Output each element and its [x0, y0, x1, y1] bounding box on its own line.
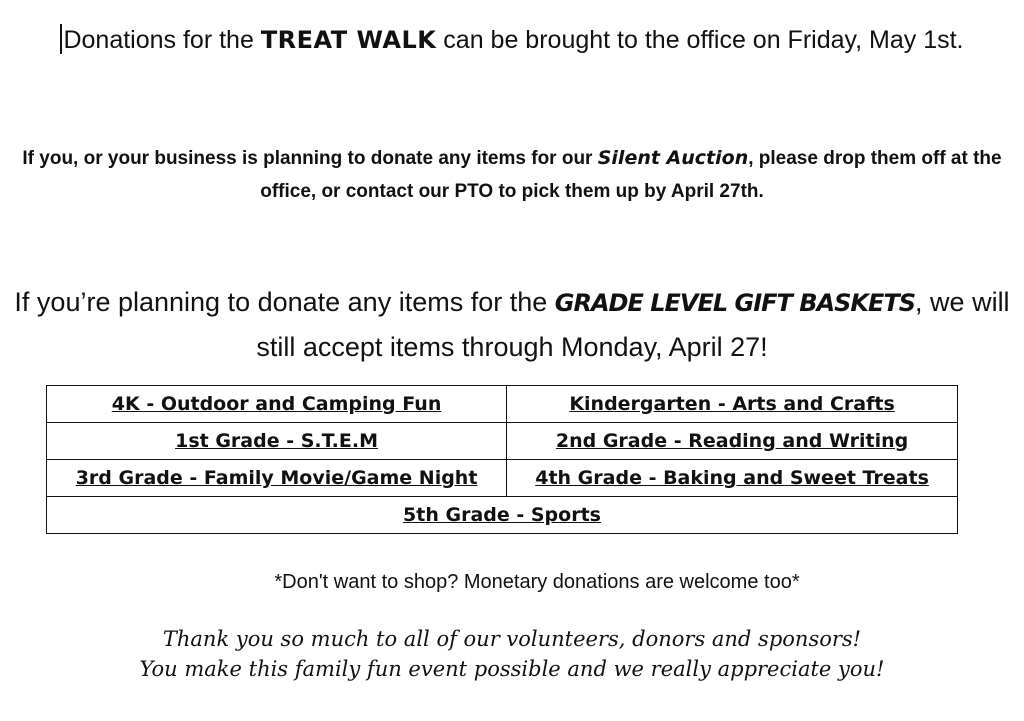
silent-auction-paragraph	[0, 142, 1024, 208]
baskets-text-start: If you’re planning to donate any items for the	[14, 287, 555, 317]
grade-cell-4k: 4K - Outdoor and Camping Fun	[47, 386, 507, 423]
grade-cell-2nd: 2nd Grade - Reading and Writing	[507, 423, 958, 460]
thank-you-line-1: Thank you so much to all of our volunteers, donors and sponsors!	[162, 627, 862, 651]
donations-paragraph	[0, 22, 1024, 58]
auction-text-start: If you, or your business is planning to donate any items for our	[22, 148, 598, 169]
donations-text-end: can be brought to the office on Friday, May 1st.	[436, 26, 964, 54]
grade-baskets-table	[46, 385, 958, 534]
grade-cell-kindergarten: Kindergarten - Arts and Crafts	[507, 386, 958, 423]
auction-text-end: , please drop them off at the office, or contact our PTO to pick them up by April 27th.	[260, 148, 1002, 202]
table-row	[47, 423, 958, 460]
baskets-text-end: , we will still accept items through Monday, April 27!	[256, 287, 1010, 362]
grade-cell-1st: 1st Grade - S.T.E.M	[47, 423, 507, 460]
donations-text-start: Donations for the	[63, 26, 261, 54]
thank-you-line-2: You make this family fun event possible and we really appreciate you!	[139, 657, 885, 681]
monetary-donation-note: *Don't want to shop? Monetary donations are welcome too*	[274, 571, 800, 593]
silent-auction-label: Silent Auction	[597, 147, 749, 169]
gift-baskets-label: GRADE LEVEL GIFT BASKETS	[554, 289, 916, 317]
table-row	[47, 497, 958, 534]
grade-cell-5th: 5th Grade - Sports	[47, 497, 958, 534]
table-row	[47, 386, 958, 423]
thank-you-message	[0, 624, 1024, 684]
grade-cell-4th: 4th Grade - Baking and Sweet Treats	[507, 460, 958, 497]
table-row	[47, 460, 958, 497]
grade-cell-3rd: 3rd Grade - Family Movie/Game Night	[47, 460, 507, 497]
gift-baskets-paragraph	[0, 280, 1024, 369]
treat-walk-heading: TREAT WALK	[260, 26, 437, 54]
